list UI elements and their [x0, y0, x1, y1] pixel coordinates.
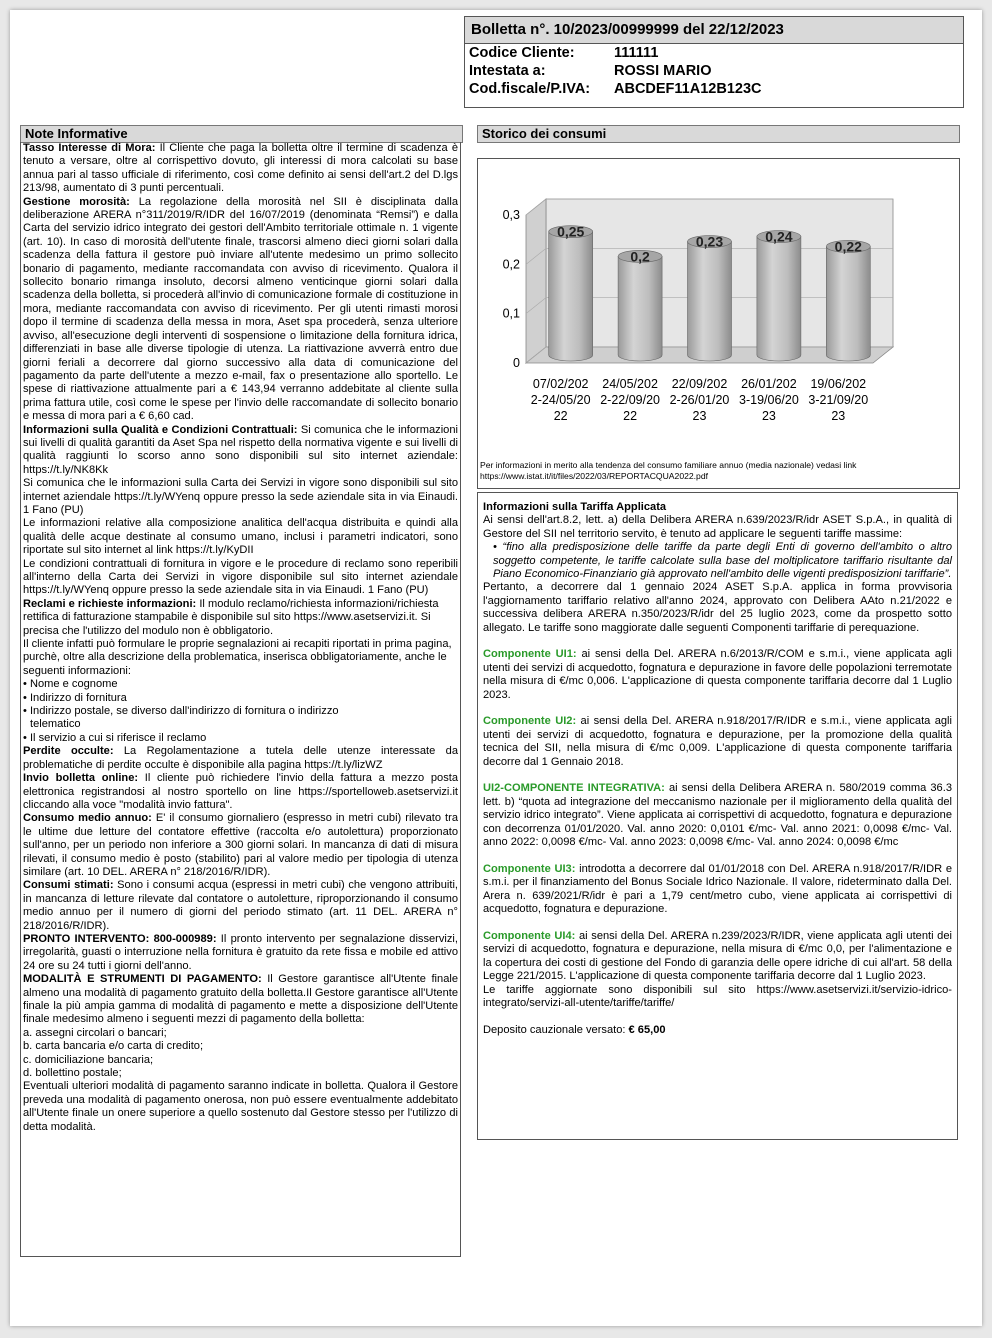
- x-tick-label: 3-21/09/20: [808, 393, 869, 407]
- x-tick-label: 2-24/05/20: [530, 393, 591, 407]
- pronto-heading: PRONTO INTERVENTO: 800-000989:: [23, 932, 217, 945]
- tariffe-link: Le tariffe aggiornate sono disponibili sul sito https://www.asetservizi.it/servizio-idrico-integrato/servizi-all-utente/tariffe/tariffe/: [483, 983, 952, 1009]
- bill-header: [464, 16, 964, 108]
- consumption-chart: [478, 159, 959, 459]
- spacer: [483, 702, 952, 715]
- data-label: 0,23: [695, 233, 724, 250]
- ui1-text: ai sensi della Del. ARERA n.6/2013/R/COM e s.m.i., viene applicata agli utenti dei servizi di acquedotto, fognatura e depurazione in favore delle popolazioni terremotate nella misura di €/mc 0,006. L'applicazione di questa componente tariffaria decorre dal 1 Luglio 2023.: [483, 648, 952, 701]
- tax-code-label: Cod.fiscale/P.IVA:: [469, 81, 591, 97]
- chart-footnote: Per informazioni in merito alla tendenza del consumo familiare annuo (media nazionale) vedasi link https://www.istat.it/it/files/2022/03/REPORTACQUA2022.pdf: [480, 460, 857, 481]
- ui4-paragraph: [483, 930, 952, 984]
- paragraph-reclami: [23, 598, 458, 638]
- payment-c: c. domiciliazione bancaria;: [23, 1053, 154, 1066]
- client-code-value: 111111: [614, 45, 659, 61]
- paragraph-pronto: [23, 933, 458, 973]
- holder-label: Intestata a:: [469, 63, 546, 79]
- x-tick-label: 24/05/202: [602, 377, 658, 391]
- deposito-line: [483, 1024, 952, 1037]
- perdite-heading: Perdite occulte:: [23, 745, 114, 758]
- payment-d: d. bollettino postale;: [23, 1067, 122, 1080]
- x-tick-label: 2-26/01/20: [669, 393, 730, 407]
- x-tick-label: 26/01/202: [741, 377, 797, 391]
- y-tick-label: 0,2: [502, 257, 520, 272]
- x-tick-label: 07/02/202: [532, 377, 589, 391]
- holder-value: ROSSI MARIO: [614, 63, 712, 79]
- y-tick-label: 0,3: [502, 208, 520, 222]
- tariffa-title: [483, 501, 952, 514]
- paragraph-modalita: [23, 973, 458, 1027]
- note-informative-title: Note Informative: [20, 125, 463, 143]
- reclami-bullet-4: • Il servizio a cui si riferisce il reclamo: [23, 731, 207, 744]
- payment-b: b. carta bancaria e/o carta di credito;: [23, 1040, 204, 1053]
- qualita-text-2: Si comunica che le informazioni sulla Carta dei Servizi in vigore sono disponibili sul sito internet aziendale https://t.ly/WYenq oppure presso la sede aziendale sita in via Einaudi. 1 Fano (PU): [23, 477, 458, 516]
- paragraph-morosita: [23, 196, 458, 424]
- consumption-chart-box: [477, 158, 960, 489]
- tariffa-intro: Ai sensi dell'art.8.2, lett. a) della Delibera ARERA n.639/2023/R/idr ASET S.p.A., in qualità di Gestore del SII nel territorio servito, è tenuto ad applicare le seguenti tariffe massime:: [483, 514, 952, 540]
- ui2i-text: ai sensi della Delibera ARERA n. 580/2019 comma 36.3 lett. b) “quota ad integrazione del meccanismo nazionale per il miglioramento della qualità del servizio idrico integrato”. Viene applicata ai corrispettivi di acquedotto, fognatura e depurazione con decorrenza 01/01/2020. Val. anno 2020: 0,0101 €/mc- Val. anno 2021: 0,0098 €/mc- Val. anno 2022: 0,0098 €/mc- Val. anno 2023: 0,0098 €/mc- Val. anno 2024: 0,0098 €/mc: [483, 782, 952, 849]
- tariffa-pertanto: Pertanto, a decorrere dal 1 gennaio 2024 ASET S.p.A. applica in forma provvisoria l'aggiornamento tariffario relativo all'anno 2024, approvato con Delibera AAto n.21/2022 e successiva delibera ARERA n.350/2023/R/idr del 25 luglio 2023, come da prospetto sotto allegato. Le tariffe sono maggiorate dalle seguenti Componenti tariffarie di perequazione.: [483, 581, 952, 634]
- bar: [688, 242, 732, 361]
- tasso-heading: Tasso Interesse di Mora:: [23, 142, 156, 154]
- payment-a: a. assegni circolari o bancari;: [23, 1026, 167, 1039]
- ui3-text: introdotta a decorrere dal 01/01/2018 con Del. ARERA n.918/2017/R/IDR e s.m.i. per il finanziamento del Bonus Sociale Idrico Nazionale. Il valore, rideterminato dalla Del. Arera n. 639/2021/R/idr è pari a 1,79 cent/metro cubo, viene applicata ai corrispettivi di acquedotto, fognatura e depurazione.: [483, 862, 952, 916]
- data-label: 0,2: [630, 248, 650, 265]
- perdite-text: La Regolamentazione a tutela delle utenze interessate da problematiche di perdite occulte è disponibile alla pagina https://t.ly/lizWZ: [23, 745, 458, 771]
- morosita-text: La regolazione della morosità nel SII è disciplinata dalla deliberazione ARERA n°311/2019/R/IDR del 16/07/2019 (denominata “Remsi”) e dalla Carta del servizio idrico integrato dei gestori dell'Ambito territoriale ottimale n. 1 vigente (art. 10). In caso di morosità dell'utente finale, trascorsi almeno dieci giorni solari dalla scadenza della fattura il gestore può inviare all'utente medesimo un primo sollecito bonario di pagamento, mediante raccomandata con avviso di ricevimento. Qualora il sollecito bonario rimanga insoluto, decorsi almeno venticinque giorni solari dalla scadenza della bolletta, si procederà all'invio di comunicazione formale di costituzione in mora, mediante raccomandata con avviso di ricevimento. Per gli utenti rimasti morosi dopo il termine di scadenza della messa in mora, Aset spa procederà, senza ulteriore avviso, all'esecuzione degli interventi di sospensione o limitazione della fornitura idrica, differenziati in base alle diverse tipologie di utenza. La riattivazione avverrà entro due giorni feriali a decorrere dal giorno successivo alla data di comunicazione del pagamento da parte dell'utente a mezzo e-mail, fax o presentazione allo sportello. Le spese di riattivazione attualmente pari a € 143,94 verranno addebitate al cliente sulla prima fattura utile, così come le spese per l'invio delle raccomandate di sollecito bonario e messa di mora pari a € 6,60 cad.: [23, 195, 458, 423]
- ui1-paragraph: [483, 648, 952, 702]
- ui2i-heading: UI2-COMPONENTE INTEGRATIVA:: [483, 782, 665, 795]
- ui2-paragraph: [483, 715, 952, 769]
- x-tick-label: 22: [623, 409, 638, 423]
- reclami-bullet-2: • Indirizzo di fornitura: [23, 691, 127, 704]
- qualita-heading: Informazioni sulla Qualità e Condizioni Contrattuali:: [23, 423, 298, 436]
- bar: [757, 237, 801, 361]
- x-tick-label: 2-22/09/20: [600, 393, 660, 407]
- paragraph-tasso: [23, 142, 458, 196]
- tariffa-box: [477, 492, 958, 1140]
- data-label: 0,24: [765, 228, 793, 245]
- paragraph-perdite: [23, 745, 458, 772]
- client-code-label: Codice Cliente:: [469, 45, 575, 61]
- bar: [618, 256, 662, 361]
- reclami-bullet-1: • Nome e cognome: [23, 678, 118, 691]
- storico-header: [477, 125, 960, 143]
- qualita-text-1: Si comunica che le informazioni sui livelli di qualità garantiti da Aset Spa nel rispetto della normativa vigente e sui livelli di qualità raggiunti lo scorso anno sono disponibili sul sito internet aziendale: https://t.ly/NK8Kk: [23, 423, 458, 476]
- bar: [549, 232, 593, 361]
- tariffa-title-text: Informazioni sulla Tariffa Applicata: [483, 501, 667, 513]
- modalita-text: Il Gestore garantisce all'Utente finale almeno una modalità di pagamento gratuito della bolletta.Il Gestore garantisce all'Utente finale la più ampia gamma di modalità di pagamento e mette a disposizione dell'Utente finale medesimo almeno i seguenti mezzi di pagamento della bolletta:: [23, 973, 458, 1026]
- reclami-bullet-3b: telematico: [30, 718, 81, 731]
- x-tick-label: 23: [692, 409, 707, 423]
- paragraph-qualita: [23, 424, 458, 478]
- spacer: [483, 1010, 952, 1023]
- ui2-text: ai sensi della Del. ARERA n.918/2017/R/IDR e s.m.i., viene applicata agli utenti dei servizi di acquedotto, fognatura e depurazione, per la promozione della qualità tecnica del SII, nella misura di €/mc 0,009. L'applicazione di questa componente tariffaria decorre dal 1 Gennaio 2018.: [483, 715, 952, 768]
- consumo-heading: Consumo medio annuo:: [23, 812, 152, 825]
- ui2-heading: Componente UI2:: [483, 715, 577, 728]
- x-tick-label: 23: [831, 409, 846, 423]
- qualita-text-4: Le condizioni contrattuali di fornitura in vigore e le procedure di reclamo sono reperibili all'interno della Carta dei Servizi in vigore disponibile sul sito internet aziendale https://t.ly/WYenq oppure presso la sede aziendale sita in via Einaudi. 1 Fano (PU): [23, 557, 458, 597]
- spacer: [483, 769, 952, 782]
- data-label: 0,22: [834, 238, 862, 255]
- morosita-heading: Gestione morosità:: [23, 195, 130, 208]
- data-label: 0,25: [557, 223, 585, 240]
- tasso-text: Il Cliente che paga la bolletta oltre il termine di scadenza è tenuto a versare, oltre al corrispettivo dovuto, gli interessi di mora calcolati su base annua pari al tasso ufficiale di riferimento, così come definito ai sensi dell'art.2 del D.lgs 213/98, aumentato di 3 punti percentuali.: [23, 142, 459, 195]
- note-informative-box: [20, 125, 463, 1257]
- ui4-text: ai sensi della Del. ARERA n.239/2023/R/IDR, viene applicata agli utenti dei servizi di acquedotto, fognatura e depurazione, nella misura di €/mc 0,0, per l'alimentazione e la copertura dei costi di gestione del Fondo di garanzia delle opere idriche di cui all'art. 58 della Legge 221/2015. L'applicazione di questa componente tariffaria decorre dal 1 Luglio 2023.: [483, 929, 952, 983]
- tax-code-value: ABCDEF11A12B123C: [614, 81, 762, 97]
- stimati-heading: Consumi stimati:: [23, 879, 114, 892]
- deposito-label: Deposito cauzionale versato:: [483, 1023, 629, 1036]
- x-tick-label: 23: [761, 409, 776, 423]
- storico-title: Storico dei consumi: [477, 125, 960, 143]
- ui3-paragraph: [483, 863, 952, 917]
- header-row-client-code: [465, 44, 963, 62]
- tariffa-bullet: • “fino alla predisposizione delle tariffe da parte degli Enti di governo dell'ambito o altro soggetto competente, le tariffe calcolate sulla base del moltiplicatore tariffario risultante dal Piano Economico-Finanziario già approvato nell'ambito delle vigenti predisposizioni tariffarie”.: [493, 541, 952, 581]
- x-tick-label: 19/06/202: [810, 377, 867, 391]
- bar: [826, 246, 870, 361]
- reclami-bullet-3: • Indirizzo postale, se diverso dall'indirizzo di fornitura o indirizzo: [23, 705, 339, 718]
- ui2i-paragraph: [483, 782, 952, 849]
- note-informative-body: [20, 142, 461, 1257]
- invio-text: Il cliente può richiedere l'invio della fattura a mezzo posta elettronica registrandosi al nostro sportello on line https://sportelloweb.asetservizi.it cliccando alla voce "modalità invio fattura".: [23, 772, 458, 811]
- x-tick-label: 3-19/06/20: [739, 393, 799, 407]
- reclami-text-2: Il cliente infatti può formulare le proprie segnalazioni ai recapiti riportati in prima pagina, purchè, oltre alla descrizione della problematica, inserisca obbligatoriamente, anche le seguenti informazioni:: [23, 638, 452, 677]
- qualita-text-3: Le informazioni relative alla composizione analitica dell'acqua distribuita e quindi alla qualità delle acque destinate al consumo umano, inclusi i parametri indicatori, sono riportate sul sito internet al link https://t.ly/KyDII: [23, 517, 458, 557]
- y-tick-label: 0: [513, 356, 520, 370]
- invio-heading: Invio bolletta online:: [23, 772, 139, 785]
- reclami-heading: Reclami e richieste informazioni:: [23, 597, 197, 610]
- ui4-heading: Componente UI4:: [483, 929, 576, 942]
- chart-side-wall: [526, 199, 546, 363]
- spacer: [483, 850, 952, 863]
- stimati-text: Sono i consumi acqua (espressi in metri cubi) che vengono attribuiti, in mancanza di letture rilevate dal contatore o autoletture, riproporzionando il consumo medio annuo per il numero di giorni del periodo stimato (art. 11 DEL. ARERA n° 218/2016/R/IDR).: [23, 879, 458, 932]
- x-tick-label: 22: [553, 409, 568, 423]
- paragraph-invio: [23, 772, 458, 812]
- ui3-heading: Componente UI3:: [483, 862, 576, 875]
- consumo-text: E' il consumo giornaliero (espresso in metri cubi) rilevato tra le ultime due letture del contatore effettive (raccolta e/o autolettura) proporzionato sull'anno, per un periodo non inferiore a 300 giorni solari. In mancanza di dati di misura rilevati, il consumo medio è posto (stabilito) pari al valore medio per tipologia di utenza similare (art. 10 DEL. ARERA n° 218/2016/R/IDR).: [23, 812, 458, 878]
- ui1-heading: Componente UI1:: [483, 648, 577, 661]
- x-tick-label: 22/09/202: [671, 377, 728, 391]
- spacer: [483, 917, 952, 930]
- paragraph-stimati: [23, 879, 458, 933]
- header-row-tax-code: [465, 80, 963, 98]
- header-row-holder: [465, 62, 963, 80]
- pronto-text: Il pronto intervento per segnalazione disservizi, irregolarità, guasti o interruzione nella fornitura è gratuito da rete fissa e mobile ed attivo 24 ore su 24 tutti i giorni dell'anno.: [23, 932, 458, 972]
- paragraph-consumo: [23, 812, 458, 879]
- bill-number-title: Bolletta n°. 10/2023/00999999 del 22/12/2023: [465, 17, 963, 44]
- y-tick-label: 0,1: [502, 306, 520, 321]
- spacer: [483, 635, 952, 648]
- modalita-text-2: Eventuali ulteriori modalità di pagamento saranno indicate in bolletta. Qualora il Gestore preveda una modalità di pagamento onerosa, non può essere eventualmente addebitato all'Utente finale un onere superiore a quello sostenuto dal Gestore stesso per l'utilizzo di detta modalità.: [23, 1080, 458, 1133]
- deposito-value: € 65,00: [628, 1023, 666, 1036]
- reclami-text-1: Il modulo reclamo/richiesta informazioni/richiesta rettifica di fatturazione stampabile è disponibile sul sito https://www.asetservizi.it. Si precisa che l'utilizzo del modulo non è obbligatorio.: [23, 597, 439, 637]
- modalita-heading: MODALITÀ E STRUMENTI DI PAGAMENTO:: [23, 973, 262, 986]
